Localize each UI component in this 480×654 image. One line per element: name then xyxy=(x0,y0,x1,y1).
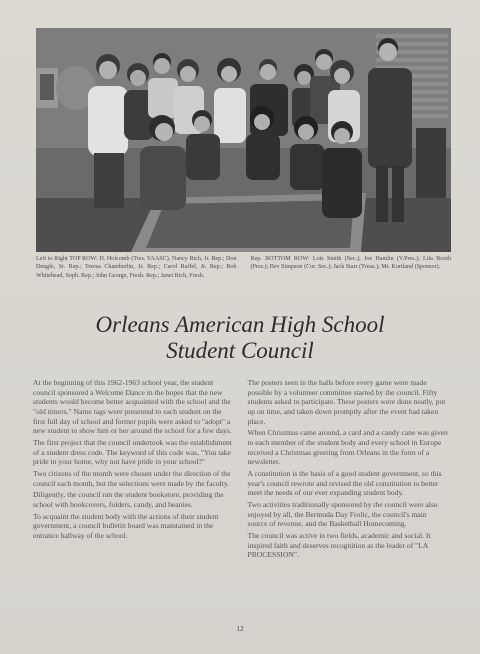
caption-right: Rep. BOTTOM ROW: Lois Smith (Sec.); Joe Hamlin (V.Pres.); Lila Booth (Pres.); Bev Simpson (Cor. Sec.); Jack Starr (Treas.); Mr. Kortland (Sponsor). xyxy=(250,256,451,271)
photo-caption xyxy=(36,255,451,295)
paragraph: When Christmas came around, a card and a candy cane was given to each member of the student body and every school in Europe received a Christmas greeting from Orleans in the form of a newsletter. xyxy=(247,428,448,467)
article-column-right xyxy=(248,378,449,616)
paragraph: The council was active in two fields, academic and social. It inspired faith and deserves recognition as the leader of "LA PROCESSION". xyxy=(247,530,431,560)
paragraph: At the beginning of this 1962-1963 school year, the student council sponsored a Welcome Dance in the hopes that the new students would become better acquainted with the school and the "old timers." Name tags were presented to each student on the first full day of school and former pupils were asked to "adopt" a new student to show him or her around the school for a few days. xyxy=(33,378,232,436)
paragraph: Two citizens of the month were chosen under the direction of the council each month, but the selections were made by the faculty. xyxy=(33,468,231,488)
paragraph: To acquaint the student body with the actions of their student government, a council bulletin board was maintained in the entrance hallway of the school. xyxy=(33,511,219,540)
article-column-left xyxy=(33,378,234,616)
title-line-1: Orleans American High School xyxy=(95,312,385,337)
caption-left: Left to Right TOP ROW: D. Holcomb (Tres. YAASC), Nancy Rich, Jr. Rep.; Don Dengle, Sr. Rep.; Teresa Chamberlin, Jr. Rep.; Carol Raffel, Jr. Rep.; Bob Whitehead, Soph. Rep.; John George, Fresh. Rep.; Janet Rich, Fresh. xyxy=(36,256,237,279)
paragraph: The first project that the council undertook was the establishment of a student dress code. The keyword of this code was, "You take pride in your home, why not have pride in your school?" xyxy=(33,437,232,467)
article-body xyxy=(33,378,448,616)
title-line-2: Student Council xyxy=(166,338,314,363)
page-title xyxy=(0,312,480,364)
paragraph: Two activities traditionally sponsored by the council were also enjoyed by all, the Bermuda Day Frolic, the council's main source of revenue, and the Basketball Homecoming. xyxy=(247,499,438,529)
page-number: 12 xyxy=(236,624,244,633)
paragraph: The posters seen in the halls before every game were made possible by a volunteer committee started by the council. Fifty students asked to participate. These posters were done neatly, put up on time, and taken down promptly after the event had taken place. xyxy=(247,378,446,426)
paragraph: Diligently, the council ran the student bookstore, providing the school with bookcovers, folders, candy, and beanies. xyxy=(33,490,224,509)
group-photo xyxy=(36,28,451,252)
paragraph: A constitution is the basis of a good student government, so this year's council rewrote and revised the old constitution to better meet the needs of our ever expanding student body. xyxy=(247,468,442,498)
